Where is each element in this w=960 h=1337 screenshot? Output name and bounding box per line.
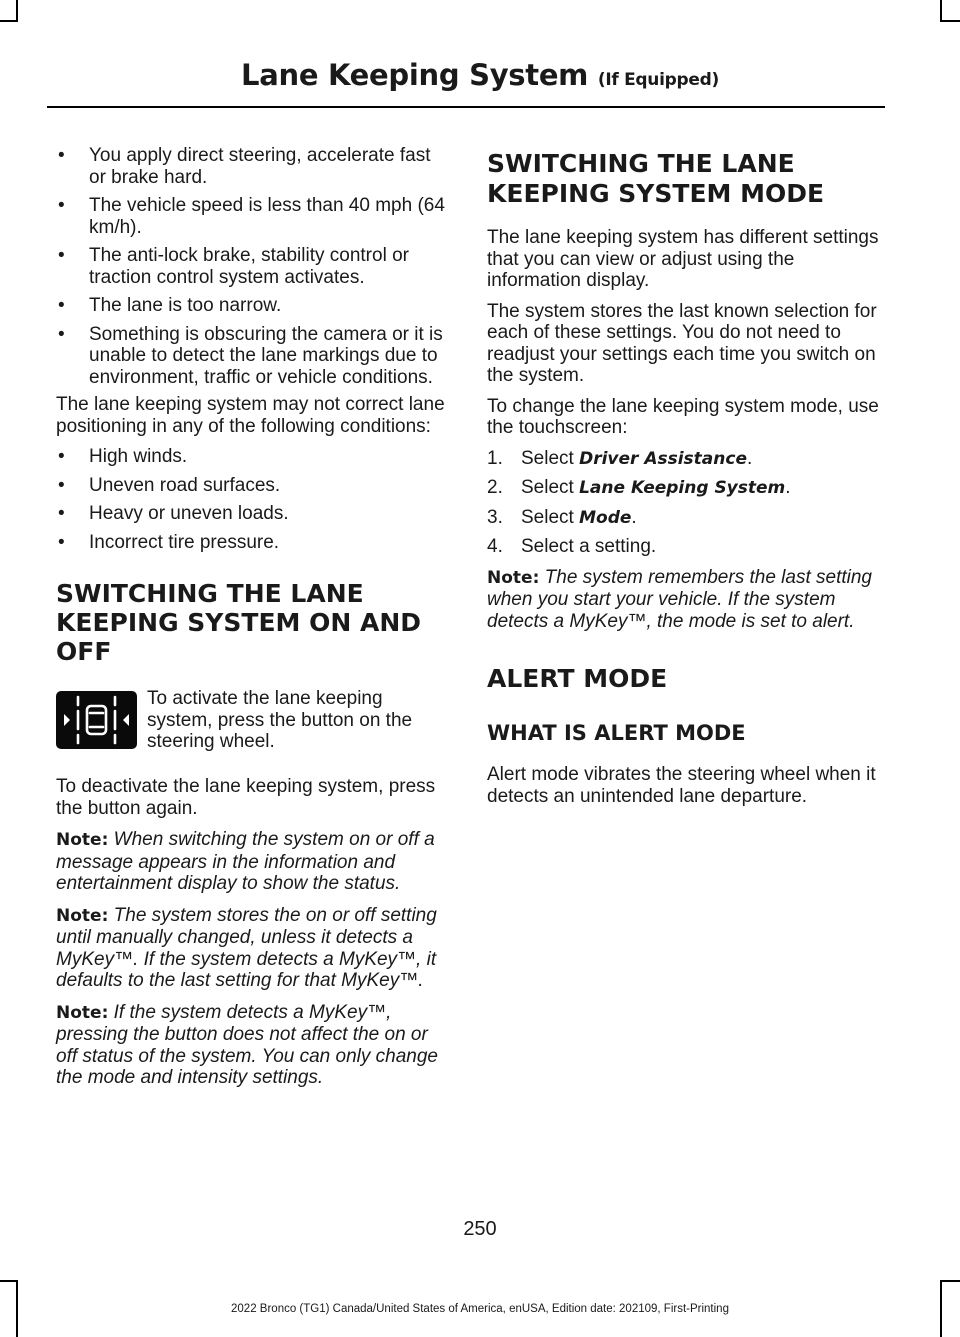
deactivation-conditions-list [56, 145, 451, 388]
section-heading: SWITCHING THE LANE KEEPING SYSTEM MODE [487, 149, 825, 208]
paragraph: To deactivate the lane keeping system, press the button again. [56, 776, 436, 819]
crop-mark [940, 0, 942, 22]
page-title-subtitle: (If Equipped) [597, 70, 719, 90]
crop-mark [940, 20, 960, 22]
header-rule [47, 106, 885, 108]
crop-mark [16, 0, 18, 22]
page-number: 250 [463, 1218, 497, 1240]
list-item: 3. Select Mode. [487, 506, 637, 528]
footer-text: 2022 Bronco (TG1) Canada/United States of America, enUSA, Edition date: 202109, First-Printing [231, 1303, 729, 1315]
list-item: 2. Select Lane Keeping System. [487, 477, 791, 498]
section-heading: SWITCHING THE LANE KEEPING SYSTEM ON AND OFF [56, 579, 422, 666]
note: Note: The system stores the on or off setting until manually changed, unless it detects a MyKey™. If the system detects a MyKey™, it defaults to the last setting for that MyKey™. [56, 904, 437, 991]
paragraph: Alert mode vibrates the steering wheel when it detects an unintended lane departure. [487, 764, 876, 807]
conditions-list [56, 446, 451, 553]
paragraph: The system stores the last known selection for each of these settings. You do not need to readjust your settings each time you switch on the system. [487, 300, 877, 386]
paragraph: To change the lane keeping system mode, use the touchscreen: [487, 395, 879, 438]
right-column [487, 145, 883, 816]
note: Note: If the system detects a MyKey™, pressing the button does not affect the on or off status of the system. You can only change the mode and intensity settings. [56, 1001, 438, 1088]
list-item: • Heavy or uneven loads. [58, 503, 289, 524]
lane-keeping-icon [56, 691, 137, 749]
list-item: • You apply direct steering, accelerate fast or brake hard. [58, 145, 431, 188]
list-item: • The anti-lock brake, stability control or traction control system activates. [58, 245, 409, 288]
list-item: • Incorrect tire pressure. [58, 531, 280, 553]
list-item: • The vehicle speed is less than 40 mph (64 km/h). [58, 195, 445, 238]
list-item: • High winds. [58, 446, 188, 467]
paragraph: The lane keeping system may not correct lane positioning in any of the following conditions: [56, 394, 445, 437]
crop-mark [0, 20, 18, 22]
note: Note: When switching the system on or off a message appears in the information and entertainment display to show the status. [56, 829, 435, 894]
left-column [56, 145, 451, 1098]
note: Note: The system remembers the last setting when you start your vehicle. If the system detects a MyKey™, the mode is set to alert. [487, 566, 872, 632]
icon-row [56, 688, 451, 754]
list-item: • The lane is too narrow. [58, 295, 282, 316]
list-item: • Something is obscuring the camera or it is unable to detect the lane markings due to environment, traffic or vehicle conditions. [58, 323, 443, 388]
section-heading: ALERT MODE [487, 664, 668, 693]
subsection-heading: WHAT IS ALERT MODE [487, 721, 746, 745]
paragraph: The lane keeping system has different settings that you can view or adjust using the information display. [487, 227, 879, 291]
list-item: 1. Select Driver Assistance. [487, 447, 753, 469]
page-title-main: Lane Keeping System [241, 58, 589, 92]
icon-description: To activate the lane keeping system, press the button on the steering wheel. [147, 688, 413, 752]
crop-mark [0, 1280, 18, 1282]
page-title [0, 58, 960, 92]
list-item: • Uneven road surfaces. [58, 474, 281, 496]
crop-mark [940, 1280, 960, 1282]
list-item: 4. Select a setting. [487, 536, 657, 557]
steps-list [487, 448, 883, 558]
